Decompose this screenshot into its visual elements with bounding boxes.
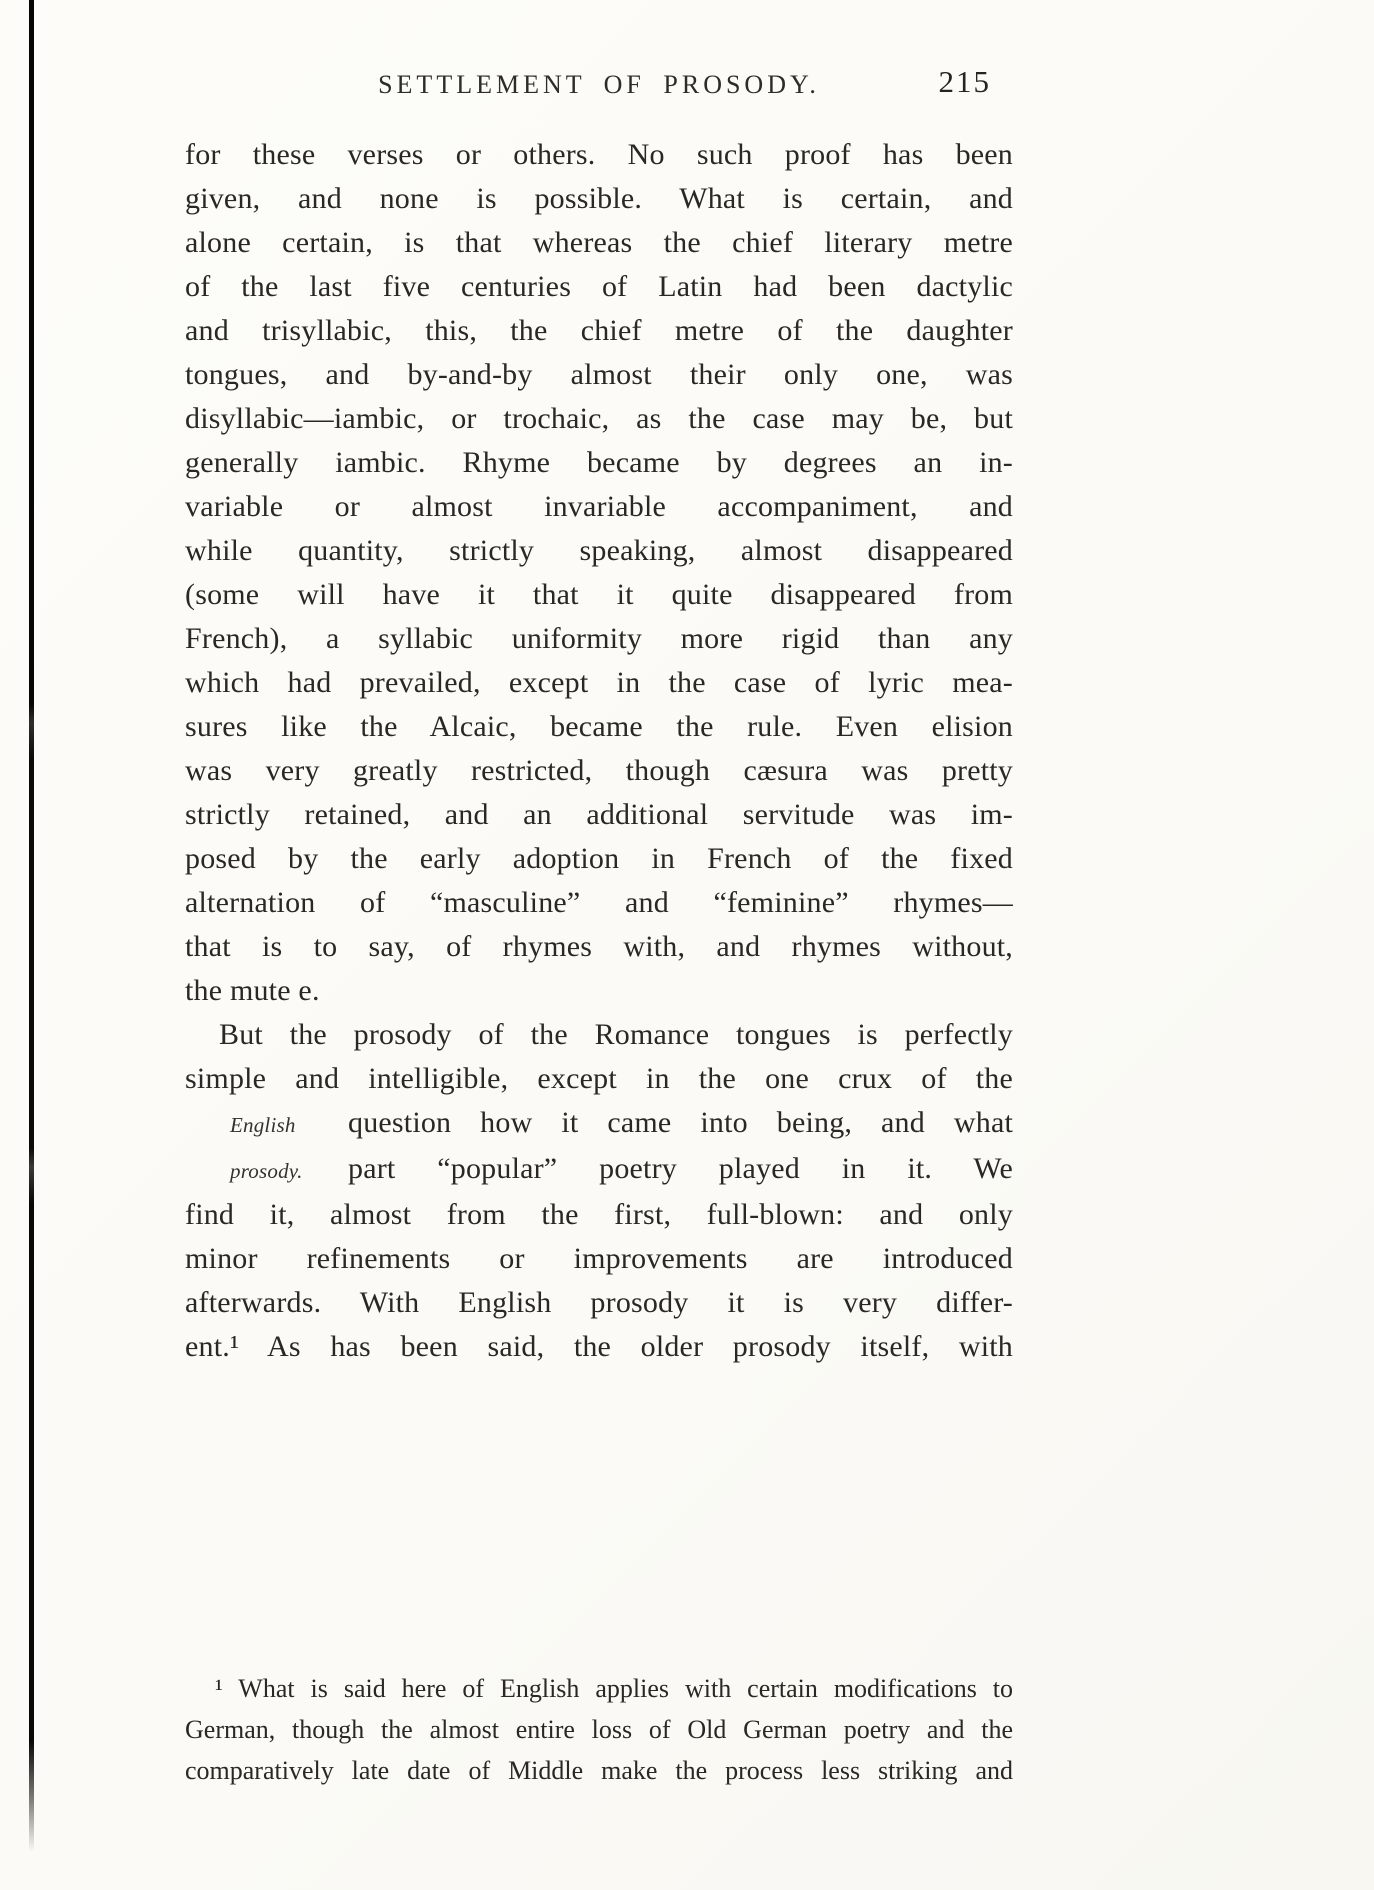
text-line: tongues, and by-and-by almost their only one, was xyxy=(185,358,1013,391)
text-line: part “popular” poetry played in it. We xyxy=(348,1152,1013,1185)
paragraph-2-start xyxy=(185,1013,1013,1101)
text-line: strictly retained, and an additional servitude was im- xyxy=(185,798,1013,831)
text-line: sures like the Alcaic, became the rule. Even elision xyxy=(185,710,1013,743)
text-line: posed by the early adoption in French of the fixed xyxy=(185,842,1013,875)
text-line: question how it came into being, and what xyxy=(348,1106,1013,1139)
footnote-line: German, though the almost entire loss of Old German poetry and the xyxy=(185,1715,1013,1744)
text-line: But the prosody of the Romance tongues is perfectly xyxy=(219,1018,1013,1051)
text-line: generally iambic. Rhyme became by degrees an in- xyxy=(185,446,1013,479)
paragraph-2-end xyxy=(185,1193,1013,1369)
running-title: SETTLEMENT OF PROSODY. xyxy=(378,70,820,99)
paragraph-1 xyxy=(185,133,1013,1013)
text-line: the mute e. xyxy=(185,974,320,1007)
text-line: variable or almost invariable accompaniment, and xyxy=(185,490,1013,523)
note-row xyxy=(185,1147,1013,1193)
text-line: afterwards. With English prosody it is very differ- xyxy=(185,1286,1013,1319)
text-line: that is to say, of rhymes with, and rhymes without, xyxy=(185,930,1013,963)
footnote-line: comparatively late date of Middle make the process less striking and xyxy=(185,1756,1013,1785)
note-row xyxy=(185,1101,1013,1147)
text-line: find it, almost from the first, full-blown: and only xyxy=(185,1198,1013,1231)
page-header xyxy=(185,64,1013,110)
body-text xyxy=(185,133,1013,1369)
text-line: alone certain, is that whereas the chief literary metre xyxy=(185,226,1013,259)
text-line: and trisyllabic, this, the chief metre of the daughter xyxy=(185,314,1013,347)
footnote xyxy=(185,1668,1013,1791)
footnote-line: ¹ What is said here of English applies with certain modifications to xyxy=(215,1674,1013,1703)
text-line: French), a syllabic uniformity more rigid than any xyxy=(185,622,1013,655)
text-line: was very greatly restricted, though cæsura was pretty xyxy=(185,754,1013,787)
text-line: which had prevailed, except in the case of lyric mea- xyxy=(185,666,1013,699)
margin-note-prosody: prosody. xyxy=(230,1159,303,1183)
text-line: minor refinements or improvements are introduced xyxy=(185,1242,1013,1275)
text-line: simple and intelligible, except in the one crux of the xyxy=(185,1062,1013,1095)
text-line: (some will have it that it quite disappeared from xyxy=(185,578,1013,611)
text-line: disyllabic—iambic, or trochaic, as the case may be, but xyxy=(185,402,1013,435)
page-number: 215 xyxy=(938,64,991,99)
margin-note-english: English xyxy=(230,1113,296,1137)
text-line: given, and none is possible. What is certain, and xyxy=(185,182,1013,215)
binding-edge-line xyxy=(29,0,34,1852)
text-line: for these verses or others. No such proof has been xyxy=(185,138,1013,171)
text-line: alternation of “masculine” and “feminine” rhymes— xyxy=(185,886,1013,919)
footnote-lines xyxy=(185,1668,1013,1791)
text-line: of the last five centuries of Latin had been dactylic xyxy=(185,270,1013,303)
text-line: while quantity, strictly speaking, almost disappeared xyxy=(185,534,1013,567)
text-line: ent.¹ As has been said, the older prosody itself, with xyxy=(185,1330,1013,1363)
